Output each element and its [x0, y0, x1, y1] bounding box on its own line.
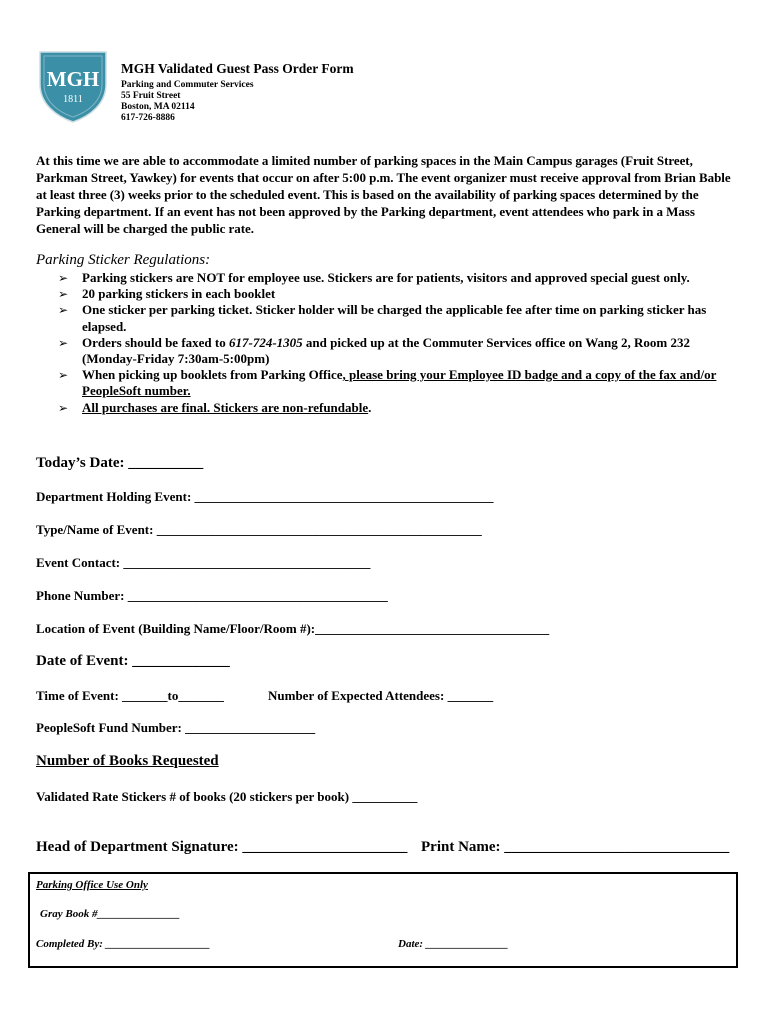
expected-attendees-field[interactable]: Number of Expected Attendees: _______: [268, 688, 494, 703]
regulation-item: [58, 367, 740, 399]
peoplesoft-fund-field[interactable]: PeopleSoft Fund Number: ____________________: [36, 720, 316, 735]
books-requested-heading: Number of Books Requested: [36, 753, 219, 769]
regulation-text: Orders should be faxed to: [82, 334, 229, 350]
regulations-list: [58, 270, 740, 416]
arrow-bullet-icon: ➢: [58, 287, 69, 302]
validated-rate-stickers-field[interactable]: Validated Rate Stickers # of books (20 stickers per book) __________: [36, 789, 418, 804]
print-name-field[interactable]: Print Name: ______________________________: [421, 839, 730, 855]
regulations-title: Parking Sticker Regulations:: [36, 252, 211, 268]
arrow-bullet-icon: ➢: [58, 303, 69, 318]
regulation-item: [58, 270, 740, 286]
regulation-text: .: [368, 399, 372, 415]
regulation-text-underlined: All purchases are final. Stickers are non-refundable: [82, 399, 369, 415]
logo-text: MGH: [46, 67, 100, 91]
arrow-bullet-icon: ➢: [58, 400, 69, 415]
arrow-bullet-icon: ➢: [58, 368, 69, 383]
event-type-name-field[interactable]: Type/Name of Event: __________________________________________________: [36, 522, 482, 537]
logo-year: 1811: [63, 94, 83, 105]
intro-paragraph: At this time we are able to accommodate a limited number of parking spaces in the Main Campus garages (Fruit Street, Parkman Street, Yawkey) for events that occur on after 5:00 p.m. The event organizer must receive approval from Brian Bable at least three (3) weeks prior to the scheduled event. This is based on the availability of parking spaces determined by the Parking department. If an event has not been approved by the Parking department, event attendees who park in a Mass General will be charged the public rate.: [36, 153, 731, 236]
arrow-bullet-icon: ➢: [58, 271, 69, 285]
regulation-item: [58, 335, 740, 367]
regulation-text: One sticker per parking ticket. Sticker holder will be charged the applicable fee after time on parking sticker has elapsed.: [82, 302, 707, 334]
event-date-field[interactable]: Date of Event: _____________: [36, 653, 230, 669]
completed-by-field[interactable]: Completed By: ___________________: [36, 938, 211, 950]
form-title: MGH Validated Guest Pass Order Form: [121, 61, 354, 76]
event-contact-field[interactable]: Event Contact: ______________________________________: [36, 555, 371, 570]
regulation-item: [58, 302, 740, 334]
gray-book-field[interactable]: Gray Book #_______________: [40, 908, 180, 920]
regulation-text: When picking up booklets from Parking Office: [82, 367, 343, 383]
phone-number-field[interactable]: Phone Number: ________________________________________: [36, 588, 388, 603]
regulation-item: [58, 286, 740, 302]
completion-date-field[interactable]: Date: _______________: [398, 938, 509, 950]
event-time-field[interactable]: Time of Event: _______to_______: [36, 688, 224, 703]
department-holding-field[interactable]: Department Holding Event: ______________________________________________: [36, 489, 494, 504]
event-location-field[interactable]: Location of Event (Building Name/Floor/Room #):____________________________________: [36, 621, 550, 636]
arrow-bullet-icon: ➢: [58, 335, 69, 350]
mgh-shield-logo: [36, 50, 110, 124]
header-city: Boston, MA 02114: [121, 102, 195, 112]
header-phone: 617-726-8886: [121, 113, 175, 123]
regulation-text: and picked up at the Commuter Services office on Wang 2, Room 232 (Monday-Friday 7:30am-5:00pm): [82, 334, 691, 367]
header-street: 55 Fruit Street: [121, 91, 181, 101]
fax-number: 617-724-1305: [228, 334, 303, 350]
regulation-item: [58, 400, 740, 416]
regulation-text: 20 parking stickers in each booklet: [82, 286, 276, 302]
regulation-text-underlined: , please bring your Employee ID badge and a copy of the fax and/or PeopleSoft number.: [82, 367, 717, 399]
parking-office-heading: Parking Office Use Only: [36, 879, 148, 891]
regulation-text: Parking stickers are NOT for employee use. Stickers are for patients, visitors and approved special guest only.: [82, 270, 690, 285]
department-head-signature-field[interactable]: Head of Department Signature: ______________________: [36, 839, 408, 855]
todays-date-field[interactable]: Today’s Date: __________: [36, 455, 204, 471]
header-address: [121, 80, 254, 124]
header-dept: Parking and Commuter Services: [121, 80, 254, 90]
